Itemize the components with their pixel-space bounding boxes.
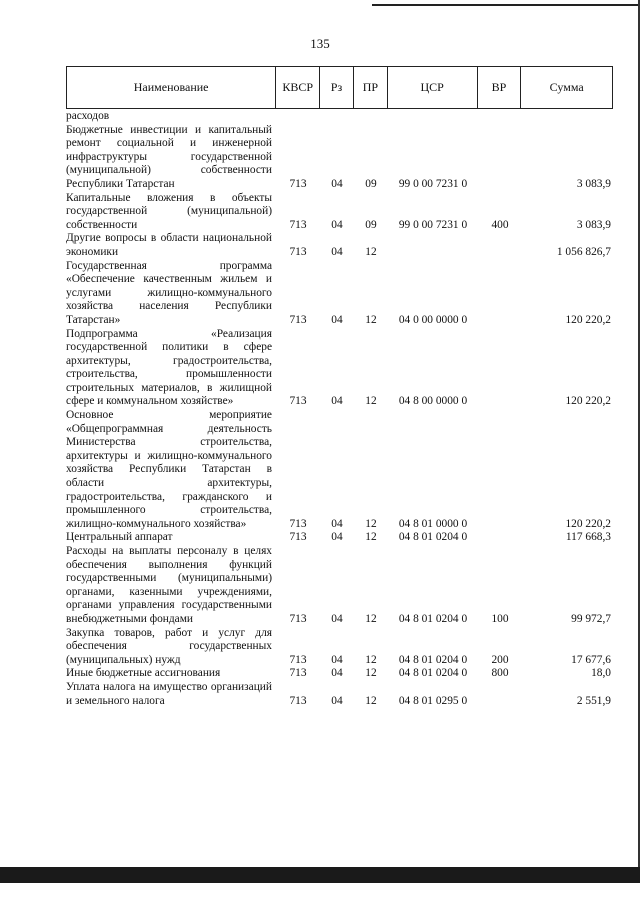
cell-kvsr: 713 xyxy=(289,313,307,326)
cell-sum: 3 083,9 xyxy=(576,218,611,231)
cell-csr: 04 8 00 0000 0 xyxy=(398,395,468,408)
cell-kvsr: 713 xyxy=(289,177,307,190)
cell-pr: 12 xyxy=(365,612,377,625)
table-row xyxy=(66,681,613,708)
cell-pr: 12 xyxy=(365,694,377,707)
header-kvsr: КВСР xyxy=(276,67,320,108)
cell-name: Основное мероприятие «Общепрограммная деятельность Министерства строительства, архитектуры и жилищно-коммунального хозяйства Республики Татарстан в области архитектуры, градостроительства, гражданского и промышленного строительства, жилищно-коммунального хозяйства» xyxy=(66,409,272,530)
cell-rz: 04 xyxy=(331,694,343,707)
table-row xyxy=(66,545,613,627)
cell-kvsr: 713 xyxy=(289,218,307,231)
cell-sum: 99 972,7 xyxy=(571,612,611,625)
cell-name: Подпрограмма «Реализация государственной политики в сфере архитектуры, градостроительства, строительства, промышленности строительных материалов, в жилищной сфере и коммунальном хозяйстве» xyxy=(66,327,272,408)
header-pr: ПР xyxy=(354,67,388,108)
cell-pr: 09 xyxy=(365,177,377,190)
cell-sum: 120 220,2 xyxy=(565,517,611,530)
cell-csr: 04 8 01 0000 0 xyxy=(398,517,468,530)
cell-name: Закупка товаров, работ и услуг для обеспечения государственных (муниципальных) нужд xyxy=(66,626,272,666)
cell-name: расходов xyxy=(66,110,110,122)
cell-csr: 04 0 00 0000 0 xyxy=(398,313,468,326)
header-sum: Сумма xyxy=(549,80,584,94)
table-row xyxy=(66,328,613,410)
header-vr: ВР xyxy=(478,67,522,108)
cell-csr: 99 0 00 7231 0 xyxy=(398,218,468,231)
table-row xyxy=(66,192,613,233)
cell-name: Другие вопросы в области национальной экономики xyxy=(66,232,272,258)
cell-name: Бюджетные инвестиции и капитальный ремонт социальной и инженерной инфраструктуры государственной (муниципальной) собственности Республики Татарстан xyxy=(66,123,272,190)
cell-rz: 04 xyxy=(331,218,343,231)
cell-csr: 04 8 01 0204 0 xyxy=(398,531,468,544)
table-row xyxy=(66,531,613,545)
header-name: Наименование xyxy=(67,67,276,108)
scan-top-rule xyxy=(372,4,640,6)
cell-vr: 200 xyxy=(491,653,509,666)
scan-bottom-bar xyxy=(0,867,640,883)
cell-rz: 04 xyxy=(331,667,343,680)
cell-pr: 12 xyxy=(365,531,377,544)
cell-kvsr: 713 xyxy=(289,517,307,530)
cell-csr: 04 8 01 0204 0 xyxy=(398,653,468,666)
table-row xyxy=(66,260,613,328)
table-header xyxy=(66,66,613,109)
table-row xyxy=(66,667,613,681)
cell-sum: 120 220,2 xyxy=(565,395,611,408)
cell-kvsr: 713 xyxy=(289,245,307,258)
cell-kvsr: 713 xyxy=(289,395,307,408)
cell-name: Иные бюджетные ассигнования xyxy=(66,667,221,680)
cell-rz: 04 xyxy=(331,313,343,326)
cell-rz: 04 xyxy=(331,517,343,530)
cell-pr: 12 xyxy=(365,653,377,666)
cell-sum: 17 677,6 xyxy=(571,653,611,666)
cell-rz: 04 xyxy=(331,612,343,625)
cell-name: Центральный аппарат xyxy=(66,531,173,544)
cell-vr: 400 xyxy=(491,218,509,231)
table-row xyxy=(66,124,613,192)
cell-name: Расходы на выплаты персоналу в целях обеспечения выполнения функций государственными (муниципальными) органами, казенными учреждениями, органами управления государственными внебюджетными фондами xyxy=(66,545,272,625)
cell-vr: 800 xyxy=(491,667,509,680)
table-row xyxy=(66,232,613,259)
table-row xyxy=(66,627,613,668)
cell-csr: 99 0 00 7231 0 xyxy=(398,177,468,190)
table-row xyxy=(66,409,613,531)
cell-rz: 04 xyxy=(331,531,343,544)
cell-pr: 12 xyxy=(365,667,377,680)
cell-sum: 1 056 826,7 xyxy=(556,245,611,258)
cell-pr: 12 xyxy=(365,395,377,408)
cell-rz: 04 xyxy=(331,395,343,408)
cell-csr: 04 8 01 0204 0 xyxy=(398,667,468,680)
cell-kvsr: 713 xyxy=(289,653,307,666)
cell-sum: 2 551,9 xyxy=(576,694,611,707)
cell-name: Уплата налога на имущество организаций и земельного налога xyxy=(66,680,272,707)
cell-sum: 3 083,9 xyxy=(576,177,611,190)
cell-rz: 04 xyxy=(331,245,343,258)
cell-rz: 04 xyxy=(331,653,343,666)
cell-pr: 12 xyxy=(365,313,377,326)
header-csr: ЦСР xyxy=(388,67,478,108)
cell-rz: 04 xyxy=(331,177,343,190)
cell-csr: 04 8 01 0204 0 xyxy=(398,612,468,625)
cell-kvsr: 713 xyxy=(289,531,307,544)
cell-sum: 117 668,3 xyxy=(565,531,611,544)
header-rz: Рз xyxy=(320,67,354,108)
cell-kvsr: 713 xyxy=(289,612,307,625)
cell-pr: 12 xyxy=(365,517,377,530)
cell-csr: 04 8 01 0295 0 xyxy=(398,694,468,707)
page-number: 135 xyxy=(310,36,330,51)
cell-sum: 120 220,2 xyxy=(565,313,611,326)
cell-pr: 09 xyxy=(365,218,377,231)
cell-kvsr: 713 xyxy=(289,694,307,707)
cell-sum: 18,0 xyxy=(591,667,611,680)
cell-kvsr: 713 xyxy=(289,667,307,680)
cell-name: Государственная программа «Обеспечение качественным жильем и услугами жилищно-коммунального хозяйства населения Республики Татарстан» xyxy=(66,259,272,326)
cell-pr: 12 xyxy=(365,245,377,258)
table-row xyxy=(66,110,613,124)
table-body xyxy=(66,110,613,708)
cell-vr: 100 xyxy=(491,612,509,625)
cell-name: Капитальные вложения в объекты государственной (муниципальной) собственности xyxy=(66,191,272,231)
